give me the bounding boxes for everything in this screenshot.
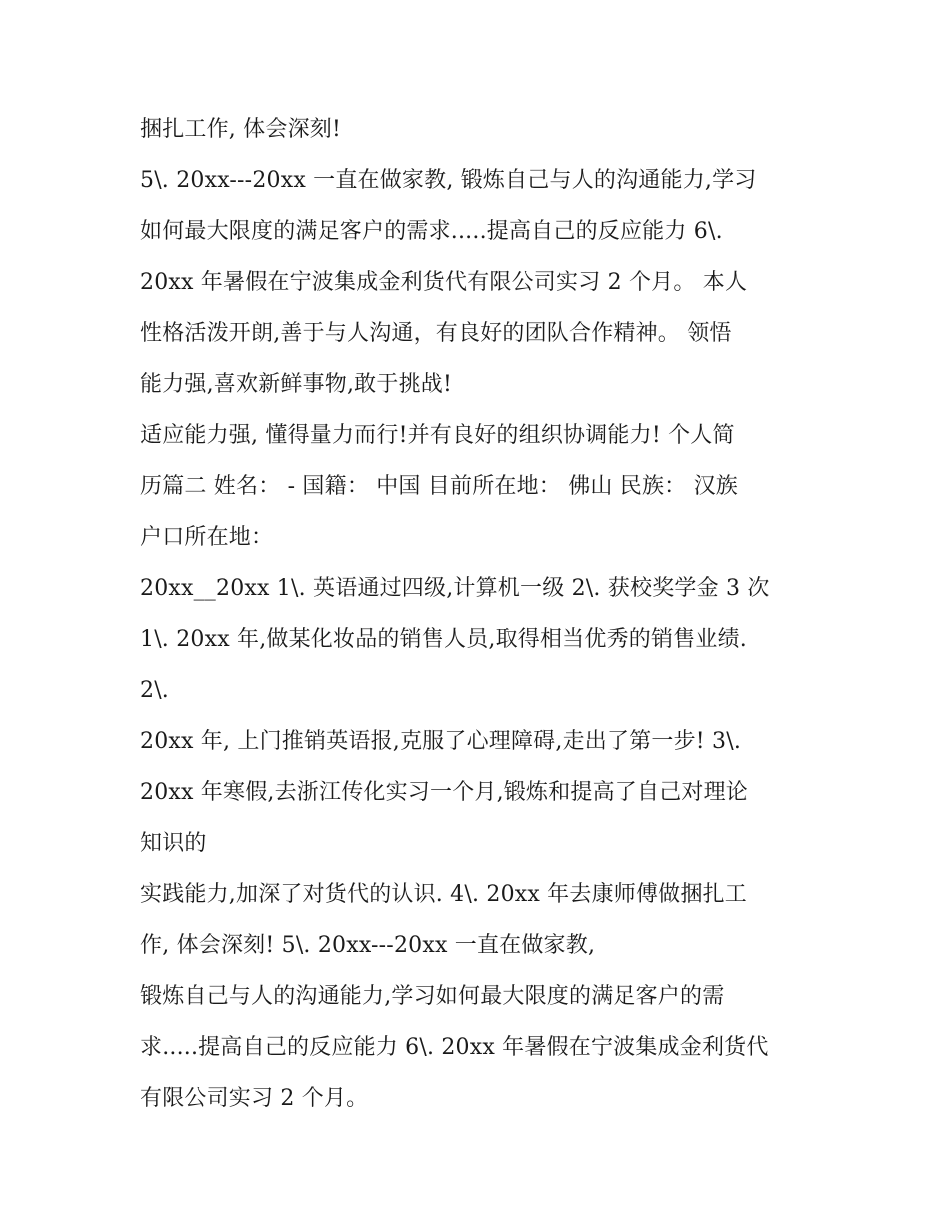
text-line: 性格活泼开朗,善于与人沟通，有良好的团队合作精神。 领悟 <box>140 321 732 346</box>
text-line: 20xx 年寒假,去浙江传化实习一个月,锻炼和提高了自己对理论 <box>140 780 748 805</box>
text-line: 作, 体会深刻! 5\. 20xx---20xx 一直在做家教, <box>140 933 596 958</box>
text-line: 1\. 20xx 年,做某化妆品的销售人员,取得相当优秀的销售业绩. <box>140 627 747 652</box>
text-line: 2\. <box>140 678 170 703</box>
text-line: 20xx__20xx 1\. 英语通过四级,计算机一级 2\. 获校奖学金 3 次 <box>140 576 770 601</box>
text-line: 户口所在地： <box>140 525 274 550</box>
text-line: 如何最大限度的满足客户的需求.....提高自己的反应能力 6\. <box>140 219 723 244</box>
text-line: 知识的 <box>140 831 207 856</box>
text-line: 锻炼自己与人的沟通能力,学习如何最大限度的满足客户的需 <box>140 984 725 1009</box>
text-line: 适应能力强, 懂得量力而行!并有良好的组织协调能力! 个人简 <box>140 423 735 448</box>
text-line: 5\. 20xx---20xx 一直在做家教, 锻炼自己与人的沟通能力,学习 <box>140 168 757 193</box>
text-line: 有限公司实习 2 个月。 <box>140 1086 369 1111</box>
text-line: 20xx 年, 上门推销英语报,克服了心理障碍,走出了第一步! 3\. <box>140 729 742 754</box>
document-body <box>140 104 820 1124</box>
text-line: 能力强,喜欢新鲜事物,敢于挑战! <box>140 372 453 397</box>
text-line: 历篇二 姓名： - 国籍： 中国 目前所在地： 佛山 民族： 汉族 <box>140 474 738 499</box>
text-line: 求.....提高自己的反应能力 6\. 20xx 年暑假在宁波集成金利货代 <box>140 1035 769 1060</box>
text-line: 20xx 年暑假在宁波集成金利货代有限公司实习 2 个月。 本人 <box>140 270 748 295</box>
text-line: 实践能力,加深了对货代的认识. 4\. 20xx 年去康师傅做捆扎工 <box>140 882 747 907</box>
text-line: 捆扎工作, 体会深刻! <box>140 117 342 142</box>
